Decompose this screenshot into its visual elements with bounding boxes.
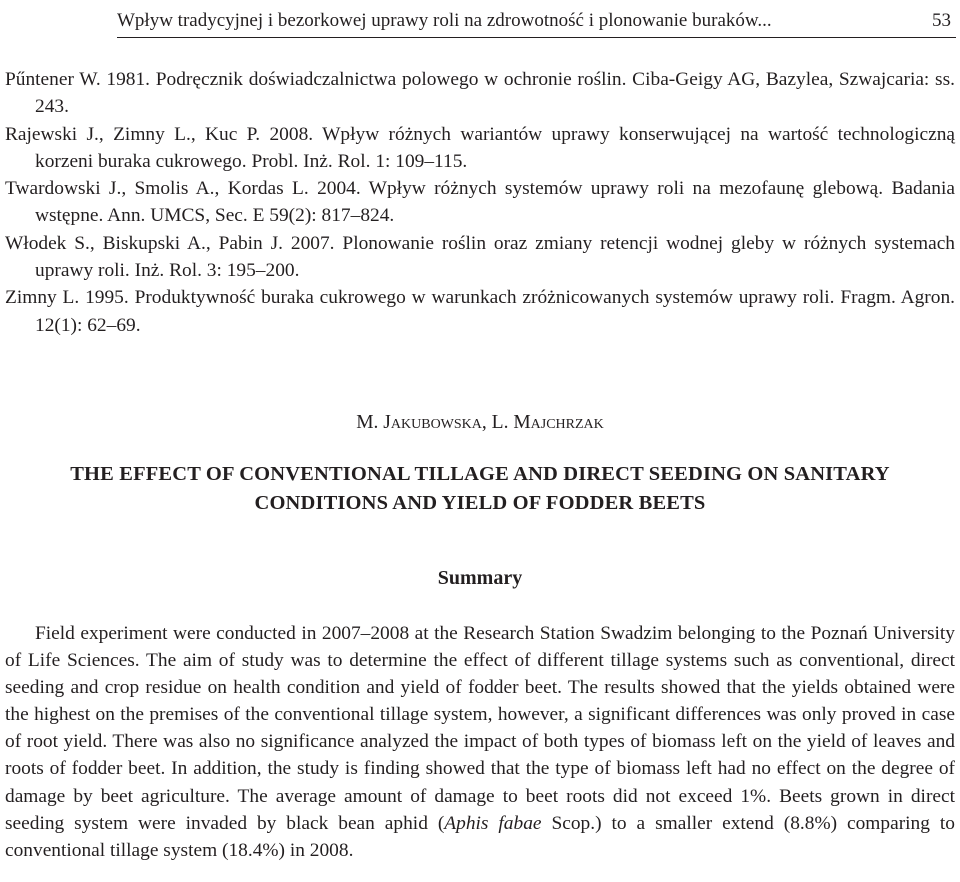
author-line bbox=[0, 410, 960, 436]
summary-text-part: Field experiment were conducted in 2007–2008 at the Research Station Swadzim belonging to the Poznań University of Life Sciences. The aim of study was to determine the effect of different tillage systems such as conventional, direct seeding and crop residue on health condition and yield of fodder beet. The results showed that the yields obtained were the highest on the premises of the conventional tillage system, however, a significant differences was only proved in case of root yield. There was also no significance analyzed the impact of both types of biomass left on the yield of leaves and roots of fodder beet. In addition, the study is finding showed that the type of biomass left had no effect on the degree of damage by beet agriculture. The average amount of damage to beet roots did not exceed 1%. Beets grown in direct seeding system were invaded by black bean aphid ( bbox=[5, 623, 955, 834]
summary-heading: Summary bbox=[437, 567, 523, 589]
species-name: Aphis fabae bbox=[444, 812, 542, 834]
paper-title bbox=[0, 460, 960, 517]
page-number: 53 bbox=[932, 10, 951, 31]
header-rule bbox=[117, 37, 956, 38]
author-separator: , bbox=[481, 412, 492, 433]
reference-item: Twardowski J., Smolis A., Kordas L. 2004. Wpływ różnych systemów uprawy roli na mezofaunę glebową. Badania wstępne. Ann. UMCS, Sec. E 59(2): 817–824. bbox=[5, 178, 955, 227]
reference-item: Rajewski J., Zimny L., Kuc P. 2008. Wpływ różnych wariantów uprawy konserwującej na wartość technologiczną korzeni buraka cukrowego. Probl. Inż. Rol. 1: 109–115. bbox=[5, 123, 955, 172]
reference-item: Pűntener W. 1981. Podręcznik doświadczalnictwa polowego w ochronie roślin. Ciba-Geigy AG, Bazylea, Szwajcaria: ss. 243. bbox=[5, 69, 955, 118]
reference-item: Zimny L. 1995. Produktywność buraka cukrowego w warunkach zróżnicowanych systemów uprawy roli. Fragm. Agron. 12(1): 62–69. bbox=[5, 287, 955, 336]
running-title: Wpływ tradycyjnej i bezorkowej uprawy roli na zdrowotność i plonowanie buraków... bbox=[117, 10, 772, 31]
paper-title-line: CONDITIONS AND YIELD OF FODDER BEETS bbox=[254, 491, 706, 514]
author-name: M. Jakubowska bbox=[356, 412, 482, 433]
reference-list bbox=[5, 66, 955, 339]
summary-text-part: Scop.) to a smaller extend (8.8%) comparing to conventional tillage system (18.4%) in 2008. bbox=[5, 812, 955, 861]
reference-item: Włodek S., Biskupski A., Pabin J. 2007. Plonowanie roślin oraz zmiany retencji wodnej gleby w różnych systemach uprawy roli. Inż. Rol. 3: 195–200. bbox=[5, 232, 955, 282]
summary-text bbox=[5, 620, 955, 864]
author-name: L. Majchrzak bbox=[491, 412, 604, 433]
running-header bbox=[117, 4, 956, 38]
paper-title-line: THE EFFECT OF CONVENTIONAL TILLAGE AND DIRECT SEEDING ON SANITARY bbox=[70, 463, 890, 485]
